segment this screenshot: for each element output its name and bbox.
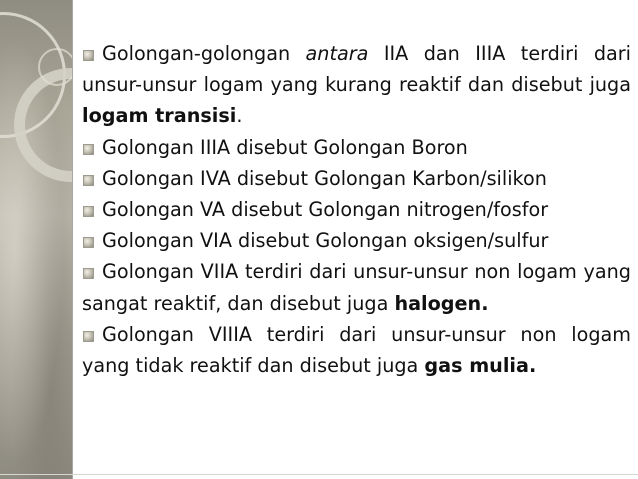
paragraph-golongan-VIA — [82, 225, 631, 256]
bullet-icon — [83, 331, 94, 342]
footer-divider — [0, 474, 638, 475]
bold-term: logam transisi — [82, 104, 237, 128]
paragraph-golongan-IIIA — [82, 132, 631, 163]
bullet-icon — [83, 144, 94, 155]
panel-divider — [72, 0, 73, 479]
paragraph-golongan-VIIIA — [82, 319, 631, 381]
paragraph-text: Golongan VIA disebut Golongan oksigen/sulfur — [102, 229, 549, 253]
paragraph-golongan-VA — [82, 194, 631, 225]
paragraph-text: IIA dan IIIA terdiri dari unsur-unsur logam yang kurang reaktif dan disebut juga — [82, 42, 631, 97]
emphasis-text: antara — [305, 42, 369, 65]
paragraph-text: Golongan IIIA disebut Golongan Boron — [102, 135, 468, 159]
paragraph-text: Golongan IVA disebut Golongan Karbon/silikon — [102, 166, 547, 190]
decorative-ring-small — [38, 48, 72, 86]
bullet-icon — [83, 175, 94, 186]
paragraph-golongan-IVA — [82, 163, 631, 194]
paragraph-text: . — [236, 104, 243, 128]
paragraph-text: Golongan-golongan — [102, 42, 306, 65]
bold-term: halogen. — [394, 291, 489, 315]
bold-term: gas mulia. — [424, 354, 537, 378]
paragraph-text: Golongan VA disebut Golongan nitrogen/fosfor — [102, 198, 549, 222]
bullet-icon — [83, 268, 94, 279]
paragraph-golongan-transisi — [82, 38, 631, 132]
paragraph-text: Golongan VIIA terdiri dari unsur-unsur non logam yang sangat reaktif, dan disebut juga — [82, 260, 631, 315]
paragraph-text: Golongan VIIIA terdiri dari unsur-unsur non logam yang tidak reaktif dan disebut juga — [82, 322, 631, 378]
paragraph-golongan-VIIA — [82, 256, 631, 318]
bullet-icon — [83, 206, 94, 217]
slide-body — [82, 38, 631, 381]
bullet-icon — [83, 237, 94, 248]
bullet-icon — [83, 50, 94, 61]
decorative-side-panel — [0, 0, 72, 479]
